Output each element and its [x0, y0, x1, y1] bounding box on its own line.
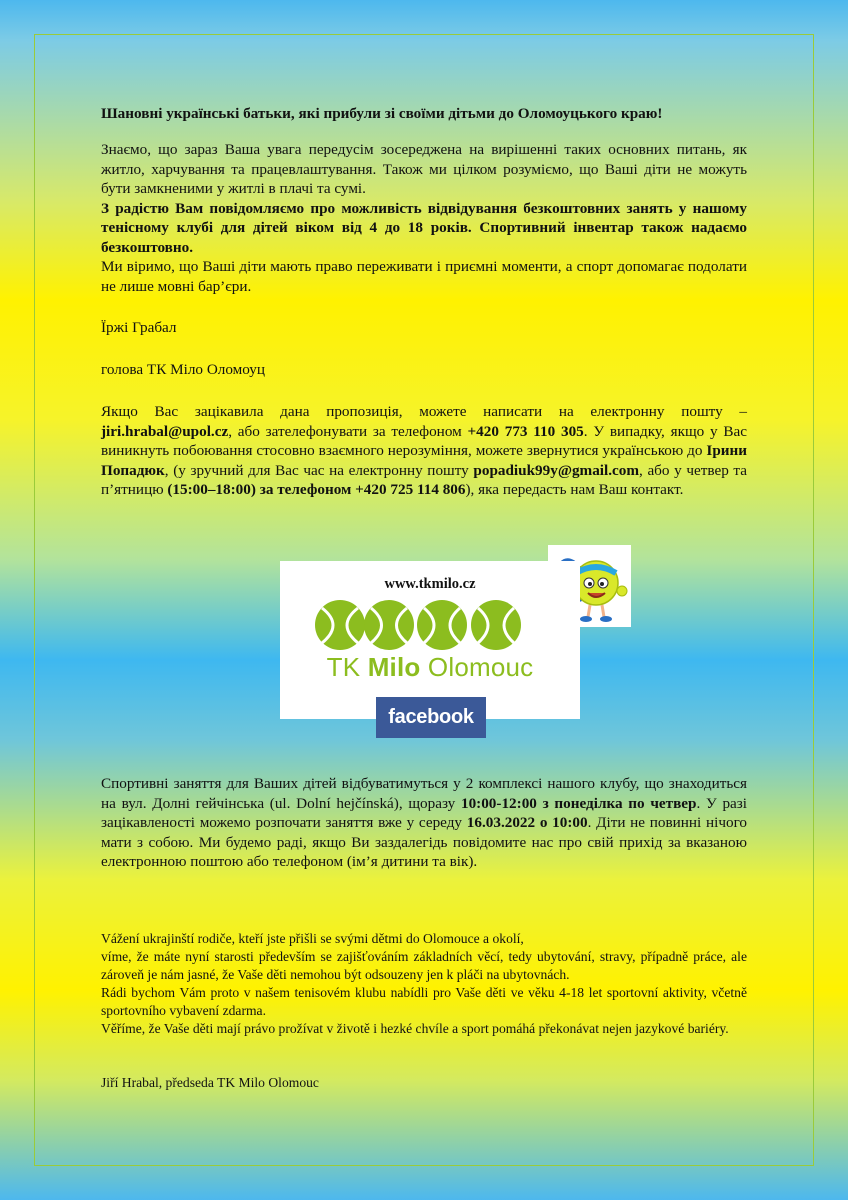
contact-text: Якщо Вас зацікавила дана пропозиція, можете написати на електронну пошту – [101, 403, 747, 420]
club-logo[interactable] [280, 561, 580, 719]
schedule-paragraph [101, 774, 747, 872]
schedule-text: . У разі зацікавленості можемо розпочати заняття вже у середу [101, 794, 748, 831]
contact-text: , або зателефонувати за телефоном [228, 422, 462, 440]
czech-paragraph: Věříme, že Vaše děti mají právo prožívat v životě i hezké chvíle a sport pomáhá překonávat nejen jazykové bariéry. [101, 1021, 729, 1037]
contact-text: , (у зручний для Вас час на електронну пошту [164, 461, 469, 479]
facebook-button[interactable]: facebook [376, 697, 486, 738]
club-website-link[interactable]: www.tkmilo.cz [384, 576, 476, 592]
contact-section [101, 402, 747, 500]
contact-paragraph [101, 402, 747, 500]
contact-text: . У випадку, якщо у Вас виникнуть побоювання стосовно взаємного нерозуміння, можете звернутися українською до [101, 422, 747, 459]
czech-letter [101, 930, 747, 1039]
email-link-hrabal[interactable]: jiri.hrabal@upol.cz [101, 422, 229, 440]
schedule-start-date: 16.03.2022 о 10:00 [466, 814, 588, 831]
phone-hrabal[interactable]: +420 773 110 305 [467, 422, 584, 440]
club-name [280, 652, 580, 683]
schedule-text: . Діти не повинні нічого мати з собою. Ми будемо раді, якщо Ви заздалегідь повідомите нас про свій прихід за вказаною електронною поштою або телефоном (ім’я дитини та вік). [101, 814, 748, 870]
czech-paragraph: Rádi bychom Vám proto v našem tenisovém klubu nabídli pro Vaše děti ve věku 4-18 let sportovní aktivity, včetně sportovního vybavení zdarma. [101, 985, 747, 1019]
contact-text: , або у четвер та п’ятницю [101, 461, 747, 498]
intro-paragraph: Знаємо, що зараз Ваша увага передусім зосереджена на вирішенні таких основних питань, як житло, харчування та працевлаштування. Також ми цілком розуміємо, що Ваші діти не можуть бути замкненими у житлі в плачі та сумі. [101, 141, 747, 197]
czech-greeting: Vážení ukrajinští rodiče, kteří jste přišli se svými dětmi do Olomouce a okolí, [101, 931, 524, 946]
ukrainian-letter-body [101, 140, 747, 296]
schedule-section [101, 774, 747, 872]
email-link-popadiuk[interactable]: popadiuk99y@gmail.com [473, 461, 640, 479]
czech-signature: Jiří Hrabal, předseda TK Milo Olomouc [101, 1075, 319, 1090]
belief-paragraph: Ми віримо, що Ваші діти мають право переживати і приємні моменти, а спорт допомагає подолати не лише мовні бар’єри. [101, 258, 747, 295]
hours-and-phone-popadiuk[interactable]: (15:00–18:00) за телефоном +420 725 114 806 [167, 481, 466, 498]
schedule-time: 10:00-12:00 з понеділка по четвер [460, 794, 697, 812]
contact-text: ), яка передасть нам Ваш контакт. [465, 481, 684, 498]
schedule-text: Спортивні заняття для Ваших дітей відбуватимуться у 2 комплексі нашого клубу, що знаходиться на вул. Долні гейчінська (ul. Dolní hejčínská), щоразу [101, 775, 747, 812]
czech-paragraph: víme, že máte nyní starosti především se zajišťováním základních věcí, tedy ubytování, stravy, případně práce, ale zároveň je nám jasné, že Vaše děti nemohou být odsouzeny jen k pláči na ubytovnách. [101, 949, 747, 983]
czech-signature-block [101, 1074, 747, 1092]
ukrainian-letter-title [101, 104, 747, 124]
signature-role: голова ТК Міло Оломоуц [101, 361, 266, 378]
contact-person-name: Ірини Попадюк [101, 442, 748, 479]
signature-role-block [101, 360, 747, 380]
signature-name-block [101, 318, 747, 338]
offer-paragraph: З радістю Вам повідомляємо про можливість відвідування безкоштовних занять у нашому тенісному клубі для дітей віком від 4 до 18 років. Спортивний інвентар також надаємо безкоштовно. [101, 199, 747, 256]
title-text: Шановні українські батьки, які прибули зі своїми дітьми до Оломоуцького краю! [101, 105, 663, 122]
club-name-prefix: TK [326, 652, 361, 682]
club-name-suffix: Olomouc [427, 652, 534, 682]
signature-name: Їржі Грабал [101, 319, 177, 336]
club-name-bold: Milo [367, 652, 421, 682]
club-logo-balls-icon [314, 599, 546, 651]
